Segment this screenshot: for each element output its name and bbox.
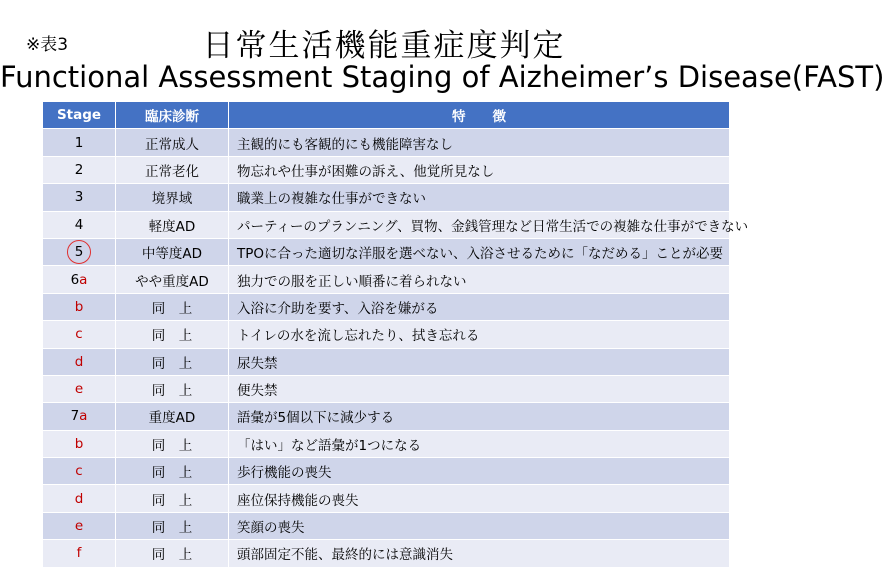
table-row [43, 321, 730, 348]
stage-cell [43, 403, 116, 430]
stage-substage: f [76, 545, 82, 562]
feature-cell: トイレの水を流し忘れたり、拭き忘れる [229, 321, 730, 348]
table-row [43, 485, 730, 512]
diagnosis-cell: 中等度AD [116, 238, 229, 265]
table-row [43, 348, 730, 375]
stage-cell [43, 184, 116, 211]
diagnosis-cell: 同 上 [116, 375, 229, 402]
stage-substage: c [75, 463, 83, 480]
feature-cell: 物忘れや仕事が困難の訴え、他覚所見なし [229, 156, 730, 183]
table-row [43, 430, 730, 457]
stage-substage: a [79, 271, 88, 288]
stage-cell [43, 156, 116, 183]
feature-cell: 職業上の複雑な仕事ができない [229, 184, 730, 211]
stage-substage: b [74, 298, 84, 315]
stage-substage: e [74, 381, 84, 398]
table-row [43, 211, 730, 238]
stage-cell [43, 321, 116, 348]
stage-number: 7 [70, 408, 80, 425]
diagnosis-cell: 同 上 [116, 458, 229, 485]
header-stage: Stage [43, 102, 116, 129]
diagnosis-cell: 同 上 [116, 540, 229, 567]
table-row [43, 403, 730, 430]
stage-cell [43, 348, 116, 375]
diagnosis-cell: 重度AD [116, 403, 229, 430]
table-row [43, 375, 730, 402]
stage-substage: d [74, 490, 84, 507]
table-row [43, 540, 730, 567]
stage-number: 3 [74, 189, 84, 206]
stage-substage: e [74, 518, 84, 535]
feature-cell: TPOに合った適切な洋服を選べない、入浴させるために「なだめる」ことが必要 [229, 238, 730, 265]
diagnosis-cell: 同 上 [116, 293, 229, 320]
stage-cell [43, 430, 116, 457]
feature-cell: 便失禁 [229, 375, 730, 402]
page-subtitle: Functional Assessment Staging of Aizheimer’s Disease(FAST) [0, 60, 884, 94]
feature-cell: 語彙が5個以下に減少する [229, 403, 730, 430]
diagnosis-cell: やや重度AD [116, 266, 229, 293]
table-row [43, 266, 730, 293]
diagnosis-cell: 同 上 [116, 430, 229, 457]
diagnosis-cell: 同 上 [116, 348, 229, 375]
table-row [43, 129, 730, 156]
feature-cell: 入浴に介助を要す、入浴を嫌がる [229, 293, 730, 320]
page-title: 日常生活機能重症度判定 [202, 28, 566, 64]
diagnosis-cell: 同 上 [116, 485, 229, 512]
stage-cell [43, 485, 116, 512]
stage-cell [43, 293, 116, 320]
table-body [43, 129, 749, 567]
feature-cell: 独力での服を正しい順番に着られない [229, 266, 730, 293]
feature-cell: 座位保持機能の喪失 [229, 485, 730, 512]
stage-cell [43, 266, 116, 293]
stage-number: 2 [74, 161, 84, 178]
table-header-row [43, 102, 730, 129]
table-note: ※表3 [26, 35, 69, 55]
feature-cell: 笑顔の喪失 [229, 512, 730, 539]
feature-cell: 「はい」など語彙が1つになる [229, 430, 730, 457]
stage-number: 1 [74, 134, 84, 151]
diagnosis-cell: 正常老化 [116, 156, 229, 183]
stage-cell [43, 211, 116, 238]
stage-substage: c [75, 326, 83, 343]
stage-cell [43, 540, 116, 567]
diagnosis-cell: 正常成人 [116, 129, 229, 156]
diagnosis-cell: 境界域 [116, 184, 229, 211]
fast-table [42, 101, 749, 568]
table-row [43, 293, 730, 320]
feature-cell: パーティーのプランニング、買物、金銭管理など日常生活での複雑な仕事ができない [229, 211, 730, 238]
stage-cell [43, 512, 116, 539]
feature-cell: 主観的にも客観的にも機能障害なし [229, 129, 730, 156]
feature-cell: 頭部固定不能、最終的には意識消失 [229, 540, 730, 567]
diagnosis-cell: 同 上 [116, 321, 229, 348]
diagnosis-cell: 軽度AD [116, 211, 229, 238]
feature-cell: 尿失禁 [229, 348, 730, 375]
stage-substage: b [74, 435, 84, 452]
stage-number: 4 [74, 216, 84, 233]
stage-cell [43, 238, 116, 265]
feature-cell: 歩行機能の喪失 [229, 458, 730, 485]
stage-number: 6 [70, 271, 80, 288]
stage-substage: d [74, 353, 84, 370]
header-feature: 特 徴 [229, 102, 730, 129]
table-row [43, 512, 730, 539]
table-row [43, 458, 730, 485]
header-diagnosis: 臨床診断 [116, 102, 229, 129]
stage-cell [43, 458, 116, 485]
table-row [43, 156, 730, 183]
stage-number-circled: 5 [67, 240, 91, 264]
stage-cell [43, 129, 116, 156]
stage-cell [43, 375, 116, 402]
stage-substage: a [79, 408, 88, 425]
table-row [43, 238, 730, 265]
diagnosis-cell: 同 上 [116, 512, 229, 539]
table-row [43, 184, 730, 211]
